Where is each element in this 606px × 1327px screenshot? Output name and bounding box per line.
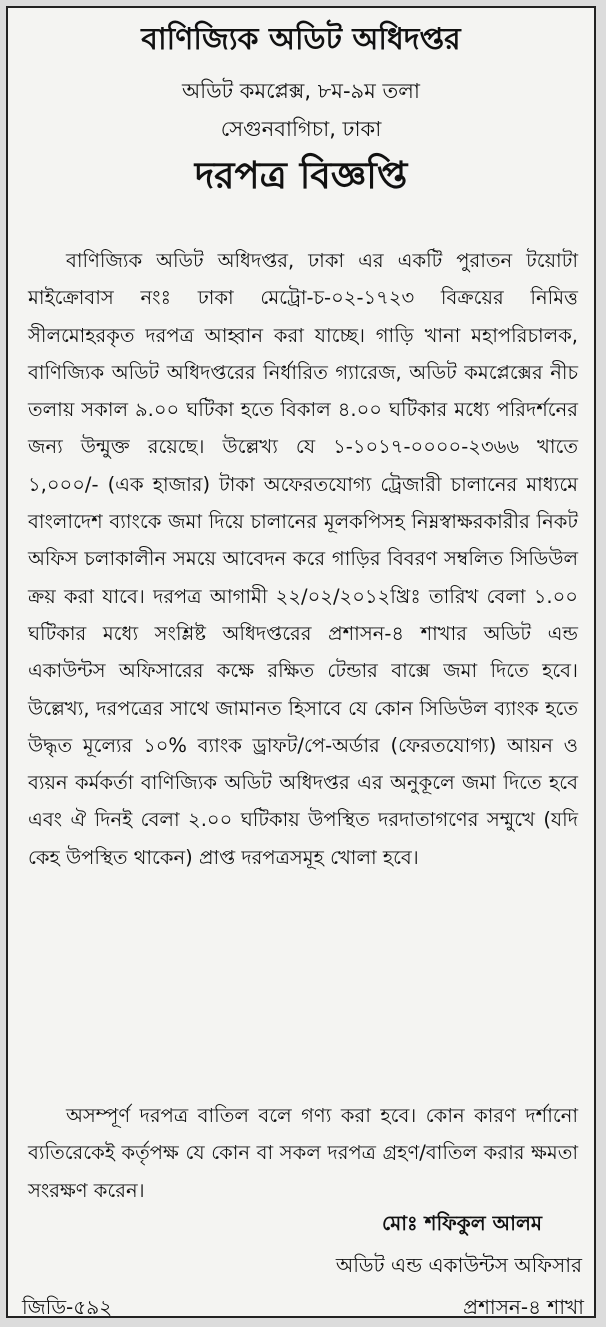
notice-paragraph-1: বাণিজ্যিক অডিট অধিদপ্তর, ঢাকা এর একটি পুরাতন টয়োটা মাইক্রোবাস নংঃ ঢাকা মেট্রো-চ-০২-১৭২৩ বিক্রয়ের নিমিত্ত সীলমোহরকৃত দরপত্র আহ্বান করা যাচ্ছে। গাড়ি খানা মহাপরিচালক, বাণিজ্যিক অডিট অধিদপ্তরের নির্ধারিত গ্যারেজ, অডিট কমপ্লেক্সের নীচ তলায় সকাল ৯.০০ ঘটিকা হতে বিকাল ৪.০০ ঘটিকার মধ্যে পরিদর্শনের জন্য উন্মুক্ত রয়েছে। উল্লেখ্য যে ১-১০১৭-০০০০-২৩৬৬ খাতে ১,০০০/- (এক হাজার) টাকা অফেরতযোগ্য ট্রেজারী চালানের মাধ্যমে বাংলাদেশ ব্যাংকে জমা দিয়ে চালানের মূলকপিসহ নিম্নস্বাক্ষরকারীর নিকট অফিস চলাকালীন সময়ে আবেদন করে গাড়ির বিবরণ সম্বলিত সিডিউল ক্রয় করা যাবে। দরপত্র আগামী ২২/০২/২০১২খ্রিঃ তারিখ বেলা ১.০০ ঘটিকার মধ্যে সংশ্লিষ্ট অধিদপ্তরের প্রশাসন-৪ শাখার অডিট এন্ড একাউন্টস অফিসারের কক্ষে রক্ষিত টেন্ডার বাক্সে জমা দিতে হবে। উল্লেখ্য, দরপত্রের সাথে জামানত হিসাবে যে কোন সিডিউল ব্যাংক হতে উদ্ধৃত মূল্যের ১০% ব্যাংক ড্রাফট/পে-অর্ডার (ফেরতযোগ্য) আয়ন ও ব্যয়ন কর্মকর্তা বাণিজ্যিক অডিট অধিদপ্তর এর অনুকূলে জমা দিতে হবে এবং ঐ দিনই বেলা ২.০০ ঘটিকায় উপস্থিত দরদাতাগণের সম্মুখে (যদি কেহ উপস্থিত থাকেন) প্রাপ্ত দরপত্রসমূহ খোলা হবে। bbox=[28, 249, 578, 869]
notice-title: দরপত্র বিজ্ঞপ্তি bbox=[194, 154, 408, 197]
tender-notice bbox=[6, 6, 596, 1318]
address-line-2: সেগুনবাগিচা, ঢাকা bbox=[220, 117, 382, 141]
branch-name: প্রশাসন-৪ শাখা bbox=[463, 1295, 584, 1319]
notice-paragraph-2: অসম্পূর্ণ দরপত্র বাতিল বলে গণ্য করা হবে। কোন কারণ দর্শানো ব্যতিরেকেই কর্তৃপক্ষ যে কোন বা সকল দরপত্র গ্রহণ/বাতিল করার ক্ষমতা সংরক্ষণ করেন। bbox=[28, 1104, 578, 1202]
reference-number: জিডি-৫৯২ bbox=[22, 1295, 113, 1319]
signer-name: মোঃ শফিকুল আলম bbox=[381, 1211, 542, 1235]
signer-title: অডিট এন্ড একাউন্টস অফিসার bbox=[335, 1253, 582, 1277]
address-line-1: অডিট কমপ্লেক্স, ৮ম-৯ম তলা bbox=[182, 79, 420, 103]
organization-name: বাণিজ্যিক অডিট অধিদপ্তর bbox=[141, 22, 461, 57]
